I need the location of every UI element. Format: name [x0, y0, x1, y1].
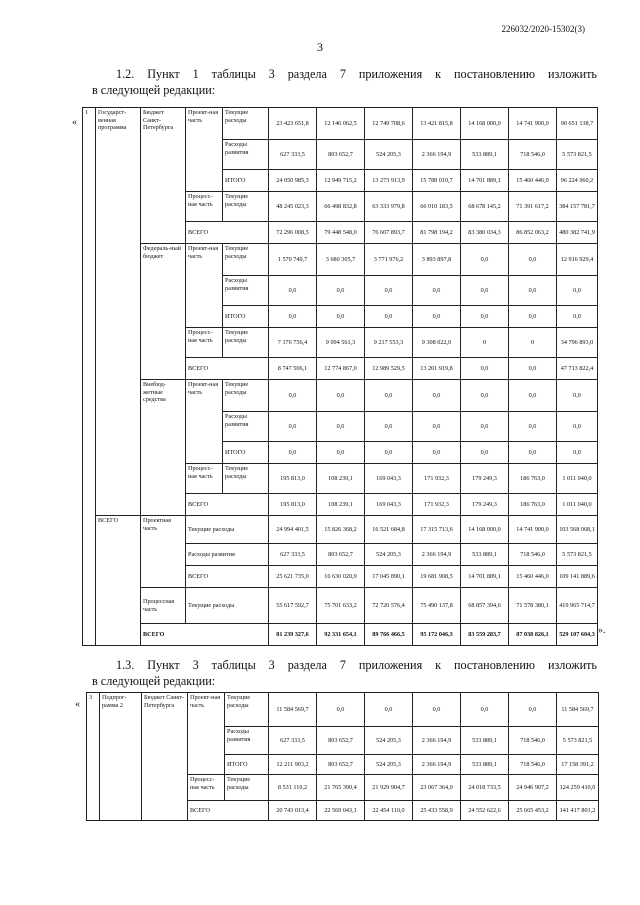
table-row: [83, 516, 598, 544]
value-cell: 524 205,3: [365, 140, 413, 170]
value-cell: 24 552 622,6: [461, 801, 509, 821]
value-cell: 22 454 110,0: [365, 801, 413, 821]
value-cell: 803 652,7: [317, 140, 365, 170]
row-number: 1: [83, 108, 96, 646]
value-cell: 66 498 832,8: [317, 192, 365, 222]
total-label: ВСЕГО: [96, 516, 141, 646]
value-cell: 21 929 904,7: [365, 775, 413, 801]
value-cell: 0,0: [317, 693, 365, 727]
table-subprogram-2: [86, 692, 599, 821]
quote-close: ».: [598, 625, 606, 636]
value-cell: 15 460 446,0: [509, 566, 557, 588]
value-cell: 108 239,1: [317, 464, 365, 494]
value-cell: 0,0: [509, 442, 557, 464]
value-cell: 48 245 023,3: [269, 192, 317, 222]
value-cell: 87 038 826,1: [509, 624, 557, 646]
value-cell: 179 249,3: [461, 464, 509, 494]
value-cell: 3 893 897,8: [413, 244, 461, 276]
value-cell: 718 546,0: [509, 727, 557, 755]
expense-label: Расходы развития: [223, 140, 269, 170]
value-cell: 108 239,1: [317, 494, 365, 516]
value-cell: 0,0: [317, 380, 365, 412]
paragraph-line: 1.2. Пункт 1 таблицы 3 раздела 7 приложения к постановлению изложить: [116, 67, 597, 81]
page-number: 3: [317, 40, 323, 54]
value-cell: 0,0: [269, 442, 317, 464]
value-cell: 529 107 604,3: [557, 624, 598, 646]
value-cell: 0,0: [365, 693, 413, 727]
value-cell: 24 994 401,5: [269, 516, 317, 544]
value-cell: 0: [509, 328, 557, 358]
value-cell: 0,0: [461, 276, 509, 306]
value-cell: 0,0: [317, 412, 365, 442]
value-cell: 81 798 194,2: [413, 222, 461, 244]
value-cell: 0,0: [365, 412, 413, 442]
expense-label: Текущие расходы: [225, 775, 269, 801]
value-cell: 17 045 890,1: [365, 566, 413, 588]
value-cell: 0,0: [461, 244, 509, 276]
paragraph-line: в следующей редакции:: [92, 83, 216, 97]
value-cell: 124 259 410,0: [557, 775, 599, 801]
value-cell: 627 333,5: [269, 727, 317, 755]
value-cell: 79 448 548,0: [317, 222, 365, 244]
value-cell: 8 531 110,2: [269, 775, 317, 801]
value-cell: 12 916 929,4: [557, 244, 598, 276]
vsego-label: ВСЕГО: [186, 494, 269, 516]
value-cell: 90 651 138,7: [557, 108, 598, 140]
value-cell: 0,0: [461, 306, 509, 328]
vsego-label: ВСЕГО: [188, 801, 269, 821]
value-cell: 13 421 815,8: [413, 108, 461, 140]
value-cell: 12 211 903,2: [269, 755, 317, 775]
itogo-label: ИТОГО: [223, 442, 269, 464]
value-cell: 718 546,0: [509, 544, 557, 566]
value-cell: 524 205,3: [365, 727, 413, 755]
document-number: 226032/2020-15302(3): [501, 24, 585, 34]
value-cell: 92 331 654,1: [317, 624, 365, 646]
value-cell: 71 391 617,2: [509, 192, 557, 222]
value-cell: 718 546,0: [509, 140, 557, 170]
expense-label: Расходы развития: [225, 727, 269, 755]
value-cell: 169 043,3: [365, 464, 413, 494]
itogo-label: ИТОГО: [223, 170, 269, 192]
vsego-label: ВСЕГО: [186, 358, 269, 380]
value-cell: 24 050 985,3: [269, 170, 317, 192]
value-cell: 9 094 561,3: [317, 328, 365, 358]
value-cell: 76 607 893,7: [365, 222, 413, 244]
value-cell: 83 380 034,3: [461, 222, 509, 244]
value-cell: 0,0: [365, 442, 413, 464]
value-cell: 0,0: [557, 306, 598, 328]
value-cell: 55 617 592,7: [269, 588, 317, 624]
program-name: Государст-венная программа: [96, 108, 141, 516]
expense-label: Текущие расходы: [186, 516, 269, 544]
value-cell: 12 949 715,2: [317, 170, 365, 192]
value-cell: 14 168 000,0: [461, 516, 509, 544]
value-cell: 17 158 391,2: [557, 755, 599, 775]
part-label: Процессная часть: [141, 588, 186, 624]
value-cell: 0,0: [317, 442, 365, 464]
paragraph-line: 1.3. Пункт 3 таблицы 3 раздела 7 приложения к постановлению изложить: [116, 658, 597, 672]
value-cell: 83 559 283,7: [461, 624, 509, 646]
value-cell: 1 570 749,7: [269, 244, 317, 276]
value-cell: 627 333,5: [269, 140, 317, 170]
value-cell: 0,0: [365, 380, 413, 412]
value-cell: 171 932,3: [413, 464, 461, 494]
value-cell: 7 176 756,4: [269, 328, 317, 358]
value-cell: 12 774 867,0: [317, 358, 365, 380]
value-cell: 0,0: [509, 276, 557, 306]
value-cell: 0,0: [317, 276, 365, 306]
expense-label: Текущие расходы: [223, 464, 269, 494]
value-cell: 25 433 558,9: [413, 801, 461, 821]
value-cell: 22 569 043,1: [317, 801, 365, 821]
value-cell: 0,0: [413, 442, 461, 464]
paragraph-1-3: [92, 657, 597, 689]
value-cell: 2 366 194,9: [413, 755, 461, 775]
value-cell: 0,0: [269, 412, 317, 442]
value-cell: 0,0: [413, 276, 461, 306]
part-label: Проект-ная часть: [186, 244, 223, 328]
value-cell: 68 678 145,2: [461, 192, 509, 222]
value-cell: 533 889,1: [461, 544, 509, 566]
value-cell: 0,0: [413, 306, 461, 328]
value-cell: 1 011 040,0: [557, 494, 598, 516]
part-label: Проект-ная часть: [186, 380, 223, 464]
vsego-label: ВСЕГО: [141, 624, 269, 646]
value-cell: 12 146 062,5: [317, 108, 365, 140]
value-cell: 8 747 506,1: [269, 358, 317, 380]
value-cell: 72 720 576,4: [365, 588, 413, 624]
value-cell: 68 857 394,6: [461, 588, 509, 624]
value-cell: 803 652,7: [317, 727, 365, 755]
quote-open-2: «: [75, 699, 80, 710]
value-cell: 0,0: [461, 380, 509, 412]
expense-label: Расходы развития: [223, 412, 269, 442]
value-cell: 2 366 194,9: [413, 544, 461, 566]
value-cell: 24 946 907,2: [509, 775, 557, 801]
value-cell: 17 315 713,6: [413, 516, 461, 544]
value-cell: 0,0: [509, 244, 557, 276]
value-cell: 9 308 022,0: [413, 328, 461, 358]
value-cell: 14 741 900,0: [509, 516, 557, 544]
value-cell: 66 010 183,5: [413, 192, 461, 222]
value-cell: 169 043,3: [365, 494, 413, 516]
value-cell: 13 201 919,8: [413, 358, 461, 380]
value-cell: 0: [461, 328, 509, 358]
budget-source: Внебюд-жетные средства: [141, 380, 186, 516]
value-cell: 0,0: [461, 412, 509, 442]
value-cell: 0,0: [269, 380, 317, 412]
value-cell: 141 417 801,2: [557, 801, 599, 821]
value-cell: 11 584 569,7: [269, 693, 317, 727]
value-cell: 0,0: [413, 412, 461, 442]
value-cell: 14 741 900,0: [509, 108, 557, 140]
value-cell: 12 989 529,5: [365, 358, 413, 380]
value-cell: 803 652,7: [317, 755, 365, 775]
value-cell: 0,0: [413, 693, 461, 727]
value-cell: 109 141 889,6: [557, 566, 598, 588]
part-label: Процесс-ная часть: [186, 192, 223, 222]
value-cell: 63 333 979,8: [365, 192, 413, 222]
expense-label: Текущие расходы: [223, 192, 269, 222]
expense-label: Расходы развития: [186, 544, 269, 566]
vsego-label: ВСЕГО: [186, 222, 269, 244]
table-row: [83, 244, 598, 276]
value-cell: 71 578 380,1: [509, 588, 557, 624]
value-cell: 0,0: [269, 276, 317, 306]
value-cell: 15 788 010,7: [413, 170, 461, 192]
value-cell: 15 460 446,0: [509, 170, 557, 192]
value-cell: 21 765 390,4: [317, 775, 365, 801]
value-cell: 0,0: [557, 442, 598, 464]
value-cell: 95 172 046,3: [413, 624, 461, 646]
value-cell: 89 766 466,5: [365, 624, 413, 646]
value-cell: 5 573 821,5: [557, 140, 598, 170]
value-cell: 103 568 068,1: [557, 516, 598, 544]
value-cell: 20 743 013,4: [269, 801, 317, 821]
value-cell: 0,0: [461, 693, 509, 727]
part-label: Процесс-ная часть: [186, 328, 223, 358]
value-cell: 14 701 889,1: [461, 566, 509, 588]
value-cell: 23 423 651,8: [269, 108, 317, 140]
expense-label: Текущие расходы: [225, 693, 269, 727]
value-cell: 25 621 735,0: [269, 566, 317, 588]
paragraph-1-2: [92, 66, 597, 98]
value-cell: 627 333,5: [269, 544, 317, 566]
budget-source: Бюджет Санкт-Петербурга: [141, 108, 186, 244]
value-cell: 179 249,3: [461, 494, 509, 516]
value-cell: 15 826 368,2: [317, 516, 365, 544]
expense-label: Расходы развития: [223, 276, 269, 306]
value-cell: 195 813,0: [269, 494, 317, 516]
table-row: [83, 588, 598, 624]
part-label: Проектная часть: [141, 516, 186, 588]
table-row: [83, 108, 598, 140]
value-cell: 24 018 733,5: [461, 775, 509, 801]
value-cell: 96 224 960,2: [557, 170, 598, 192]
value-cell: 3 680 305,7: [317, 244, 365, 276]
value-cell: 9 217 553,3: [365, 328, 413, 358]
value-cell: 0,0: [509, 306, 557, 328]
value-cell: 0,0: [365, 276, 413, 306]
value-cell: 533 889,1: [461, 755, 509, 775]
value-cell: 0,0: [509, 380, 557, 412]
value-cell: 0,0: [557, 380, 598, 412]
itogo-label: ИТОГО: [223, 306, 269, 328]
table-row: [83, 380, 598, 412]
value-cell: 524 205,3: [365, 755, 413, 775]
quote-open: «: [72, 117, 77, 128]
value-cell: 533 889,1: [461, 140, 509, 170]
part-label: Проект-ная часть: [188, 693, 225, 775]
value-cell: 0,0: [269, 306, 317, 328]
value-cell: 13 273 913,9: [365, 170, 413, 192]
value-cell: 3 771 976,2: [365, 244, 413, 276]
value-cell: 524 205,3: [365, 544, 413, 566]
expense-label: Текущие расходы: [223, 328, 269, 358]
value-cell: 533 889,1: [461, 727, 509, 755]
row-number: 3: [87, 693, 100, 821]
value-cell: 12 749 708,6: [365, 108, 413, 140]
value-cell: 0,0: [413, 380, 461, 412]
value-cell: 25 665 453,2: [509, 801, 557, 821]
value-cell: 0,0: [461, 358, 509, 380]
expense-label: Текущие расходы: [186, 588, 269, 624]
itogo-label: ИТОГО: [225, 755, 269, 775]
value-cell: 16 630 020,9: [317, 566, 365, 588]
part-label: Проект-ная часть: [186, 108, 223, 192]
expense-label: Текущие расходы: [223, 244, 269, 276]
table-row: [83, 624, 598, 646]
table-program-1: [82, 107, 598, 646]
value-cell: 0,0: [461, 442, 509, 464]
value-cell: 0,0: [557, 276, 598, 306]
paragraph-line: в следующей редакции:: [92, 674, 216, 688]
table-row: [87, 693, 599, 727]
value-cell: 5 573 821,5: [557, 727, 599, 755]
value-cell: 171 932,3: [413, 494, 461, 516]
value-cell: 803 652,7: [317, 544, 365, 566]
value-cell: 186 763,0: [509, 494, 557, 516]
value-cell: 0,0: [509, 693, 557, 727]
value-cell: 384 157 781,7: [557, 192, 598, 222]
value-cell: 0,0: [509, 412, 557, 442]
value-cell: 75 701 633,2: [317, 588, 365, 624]
value-cell: 5 573 821,5: [557, 544, 598, 566]
value-cell: 195 813,0: [269, 464, 317, 494]
value-cell: 480 382 741,9: [557, 222, 598, 244]
value-cell: 2 366 194,9: [413, 140, 461, 170]
value-cell: 19 681 908,5: [413, 566, 461, 588]
value-cell: 419 965 714,7: [557, 588, 598, 624]
value-cell: 81 239 327,6: [269, 624, 317, 646]
value-cell: 72 296 008,5: [269, 222, 317, 244]
value-cell: 0,0: [365, 306, 413, 328]
value-cell: 0,0: [509, 358, 557, 380]
value-cell: 86 852 063,2: [509, 222, 557, 244]
expense-label: Текущие расходы: [223, 108, 269, 140]
value-cell: 75 490 137,8: [413, 588, 461, 624]
value-cell: 16 521 684,8: [365, 516, 413, 544]
value-cell: 1 011 040,0: [557, 464, 598, 494]
part-label: Процесс-ная часть: [188, 775, 225, 801]
budget-source: Бюджет Санкт-Петербурга: [142, 693, 188, 821]
value-cell: 2 366 194,9: [413, 727, 461, 755]
value-cell: 186 763,0: [509, 464, 557, 494]
expense-label: Текущие расходы: [223, 380, 269, 412]
budget-source: Федераль-ный бюджет: [141, 244, 186, 380]
value-cell: 11 584 569,7: [557, 693, 599, 727]
value-cell: 14 168 000,0: [461, 108, 509, 140]
value-cell: 718 546,0: [509, 755, 557, 775]
program-name: Подпрог-рамма 2: [100, 693, 142, 821]
value-cell: 23 067 364,0: [413, 775, 461, 801]
value-cell: 0,0: [317, 306, 365, 328]
value-cell: 14 701 889,1: [461, 170, 509, 192]
vsego-label: ВСЕГО: [186, 566, 269, 588]
value-cell: 0,0: [557, 412, 598, 442]
value-cell: 47 713 822,4: [557, 358, 598, 380]
part-label: Процесс-ная часть: [186, 464, 223, 494]
value-cell: 34 796 893,0: [557, 328, 598, 358]
